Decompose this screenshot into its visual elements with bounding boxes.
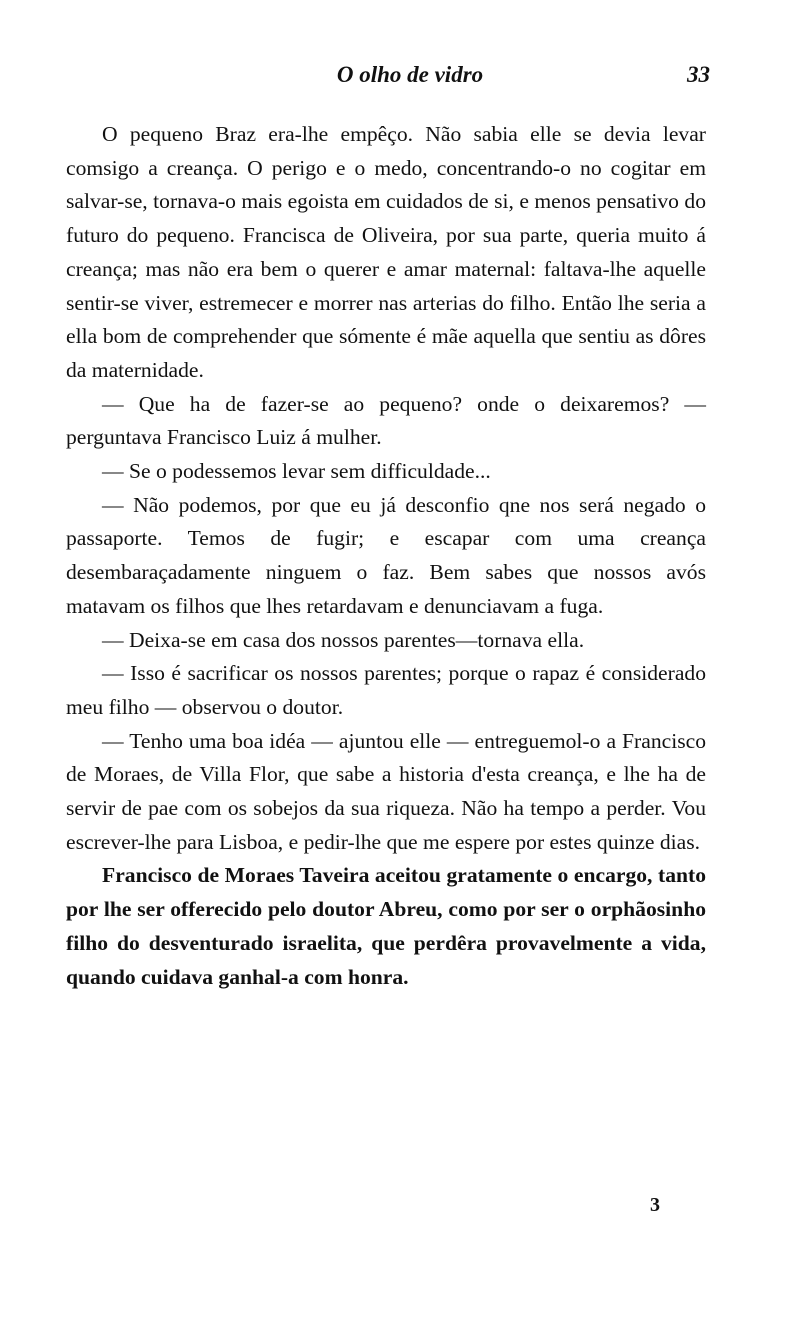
paragraph: — Que ha de fazer-se ao pequeno? onde o deixaremos? — perguntava Francisco Luiz á mulher. <box>66 391 706 450</box>
paragraph: — Deixa-se em casa dos nossos parentes—tornava ella. <box>102 627 585 652</box>
paragraph: — Se o podessemos levar sem difficuldade... <box>102 459 491 484</box>
paragraph: — Não podemos, por que eu já desconfio qne nos será negado o passaporte. Temos de fugir; e escapar com uma creança desembaraçadamente ninguem o faz. Bem sabes que nossos avós matavam os filhos que lhes retardavam e denunciavam a fuga. <box>66 492 706 618</box>
page-number: 33 <box>687 62 710 87</box>
running-title: O olho de vidro <box>336 62 484 87</box>
paragraph: Francisco de Moraes Taveira aceitou gratamente o encargo, tanto por lhe ser offerecido pelo doutor Abreu, como por ser o orphãosinho filho do desventurado israelita, que perdêra provavelmente a vida, quando cuidava ganhal-a com honra. <box>66 863 706 989</box>
page-header <box>70 60 710 94</box>
body-text <box>66 118 706 994</box>
paragraph: — Isso é sacrificar os nossos parentes; porque o rapaz é considerado meu filho — observou o doutor. <box>66 661 706 719</box>
signature-mark: 3 <box>650 1194 660 1216</box>
paragraph: — Tenho uma boa idéa — ajuntou elle — entreguemol-o a Francisco de Moraes, de Villa Flor, que sabe a historia d'esta creança, e lhe ha de servir de pae com os sobejos da sua riqueza. Não ha tempo a perder. Vou escrever-lhe para Lisboa, e pedir-lhe que me espere por estes quinze dias. <box>66 728 706 854</box>
paragraph: O pequeno Braz era-lhe empêço. Não sabia elle se devia levar comsigo a creança. O perigo e o medo, concentrando-o no cogitar em salvar-se, tornava-o mais egoista em cuidados de si, e menos pensativo do futuro do pequeno. Francisca de Oliveira, por sua parte, queria muito á creança; mas não era bem o querer e amar maternal: faltava-lhe aquelle sentir-se viver, estremecer e morrer nas arterias do filho. Então lhe seria a ella bom de comprehender que sómente é mãe aquella que sentiu as dôres da maternidade. <box>66 122 706 382</box>
